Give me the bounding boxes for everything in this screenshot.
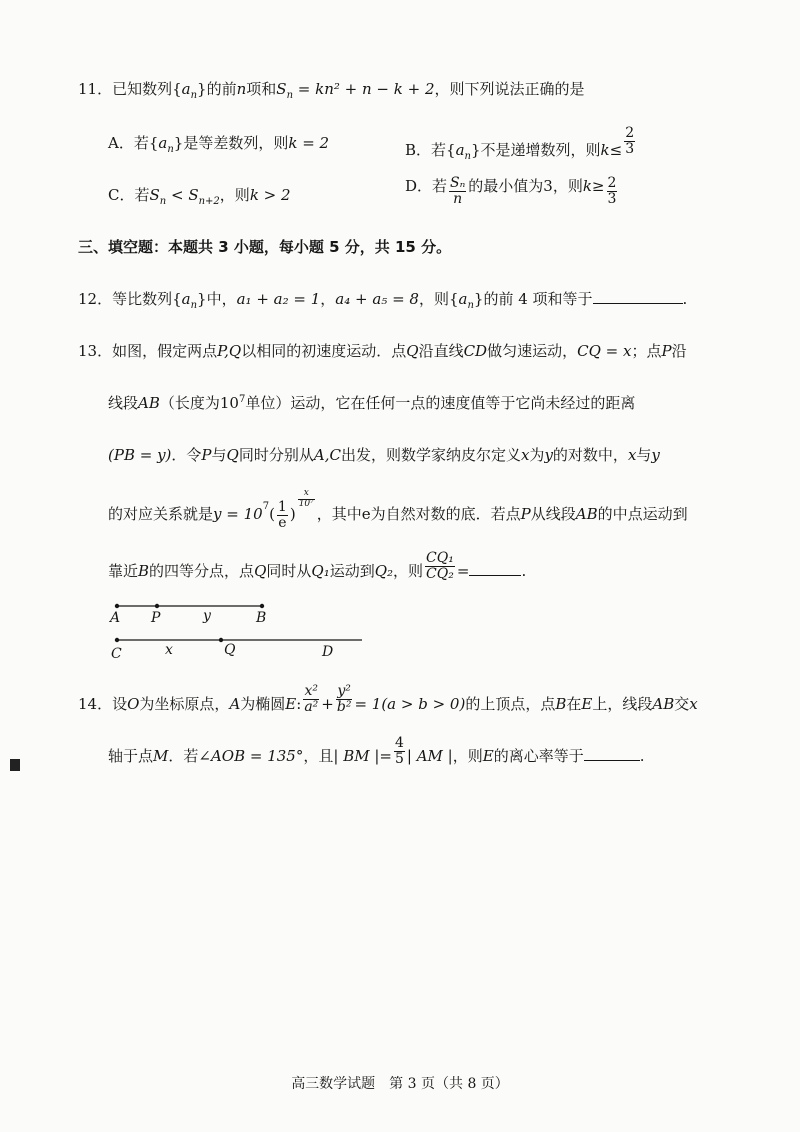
fraction: $\frac{2}{3}$: [625, 125, 635, 157]
label-a: A: [110, 610, 121, 626]
label-q: Q: [224, 642, 236, 658]
fraction: $\frac{\text{x²}}{\text{a²}}$: [304, 683, 319, 715]
q13-line-4: 的对应关系就是$y = 10^7$( $\frac{1}{e}$ ) $\frac{x}{\text{10⁷}}$ ，其中e为自然对数的底．若点P从线段AB的中点运动到: [108, 488, 688, 531]
label-p: P: [151, 610, 161, 626]
section-title: 三、填空题：本题共 3 小题，每小题 5 分，共 15 分。: [78, 238, 452, 256]
fraction: $\frac{\text{y²}}{\text{b²}}$: [336, 683, 352, 715]
q11-option-c: C．若$S_n < S_{n+2}$，则k > 2: [108, 186, 291, 207]
label-c: C: [111, 646, 122, 662]
q13-line-1: 13．如图，假定两点P,Q以相同的初速度运动．点Q沿直线CD做匀速运动，CQ = x；点P沿: [78, 342, 687, 360]
point-p: [155, 604, 159, 608]
q12-stem: 12．等比数列$\{a_n\}$中，a₁ + a₂ = 1，a₄ + a₅ = 8，则$\{a_n\}$的前 4 项和等于 .: [78, 290, 688, 311]
fraction: $\frac{4}{5}$: [394, 735, 404, 767]
q11-number: 11．: [78, 80, 113, 98]
q13-line-2: 线段AB（长度为$10^7$单位）运动，它在任何一点的速度值等于它尚未经过的距离: [108, 394, 636, 412]
fraction: $\frac{\text{CQ₁}}{\text{CQ₂}}$: [426, 550, 454, 582]
q12-number: 12．: [78, 290, 113, 308]
label-x: x: [165, 642, 173, 658]
q11-option-a: A．若$\{a_n\}$是等差数列，则k = 2: [108, 134, 330, 155]
q11-option-b: B．若$\{a_n\}$不是递增数列，则k≤ $\frac{2}{3}$: [405, 125, 635, 163]
point-q: [219, 638, 223, 642]
q13-line-3: (PB = y)．令P与Q同时分别从A,C出发，则数学家纳皮尔定义x为y的对数中，x与y: [108, 446, 660, 464]
q11-option-d: D．若 $\frac{\text{Sₙ}}{n}$ 的最小值为3，则k≥ $\frac{2}{3}$: [405, 175, 617, 207]
answer-blank[interactable]: [593, 302, 683, 304]
q14-number: 14．: [78, 695, 113, 714]
fraction: $\frac{2}{3}$: [607, 175, 617, 207]
label-d: D: [322, 644, 334, 660]
q13-figure: [100, 596, 380, 666]
q13-number: 13．: [78, 342, 113, 360]
point-b: [260, 604, 264, 608]
label-b: B: [256, 610, 267, 626]
point-a: [115, 604, 119, 608]
q14-line-1: 14．设O为坐标原点，A为椭圆E: $\frac{\text{x²}}{\text{a²}}$ + $\frac{\text{y²}}{\text{b²}}$ = 1(a > b > 0)的上顶点，点B在E上，线段AB交x: [78, 683, 698, 715]
answer-blank[interactable]: [584, 759, 640, 761]
point-c: [115, 638, 119, 642]
exponent-fraction: $\frac{x}{\text{10⁷}}$: [298, 488, 314, 509]
q14-line-2: 轴于点M．若∠AOB = 135°，且| BM |= $\frac{4}{5}$ | AM |，则E的离心率等于 .: [108, 735, 645, 767]
fraction: $\frac{\text{Sₙ}}{n}$: [450, 175, 466, 207]
q11-stem: 11．已知数列$\{a_n\}$的前n项和$S_n = kn^2 + n - k + 2$，则下列说法正确的是: [78, 80, 585, 101]
q13-line-5: 靠近B的四等分点，点Q同时从Q₁运动到Q₂，则 $\frac{\text{CQ₁}}{\text{CQ₂}}$ = .: [108, 550, 527, 582]
scan-artifact-mark: [10, 759, 20, 771]
page-footer: 高三数学试题 第 3 页（共 8 页）: [291, 1076, 509, 1092]
label-y: y: [203, 608, 211, 624]
answer-blank[interactable]: [469, 574, 521, 576]
fraction: $\frac{1}{e}$: [277, 499, 287, 531]
